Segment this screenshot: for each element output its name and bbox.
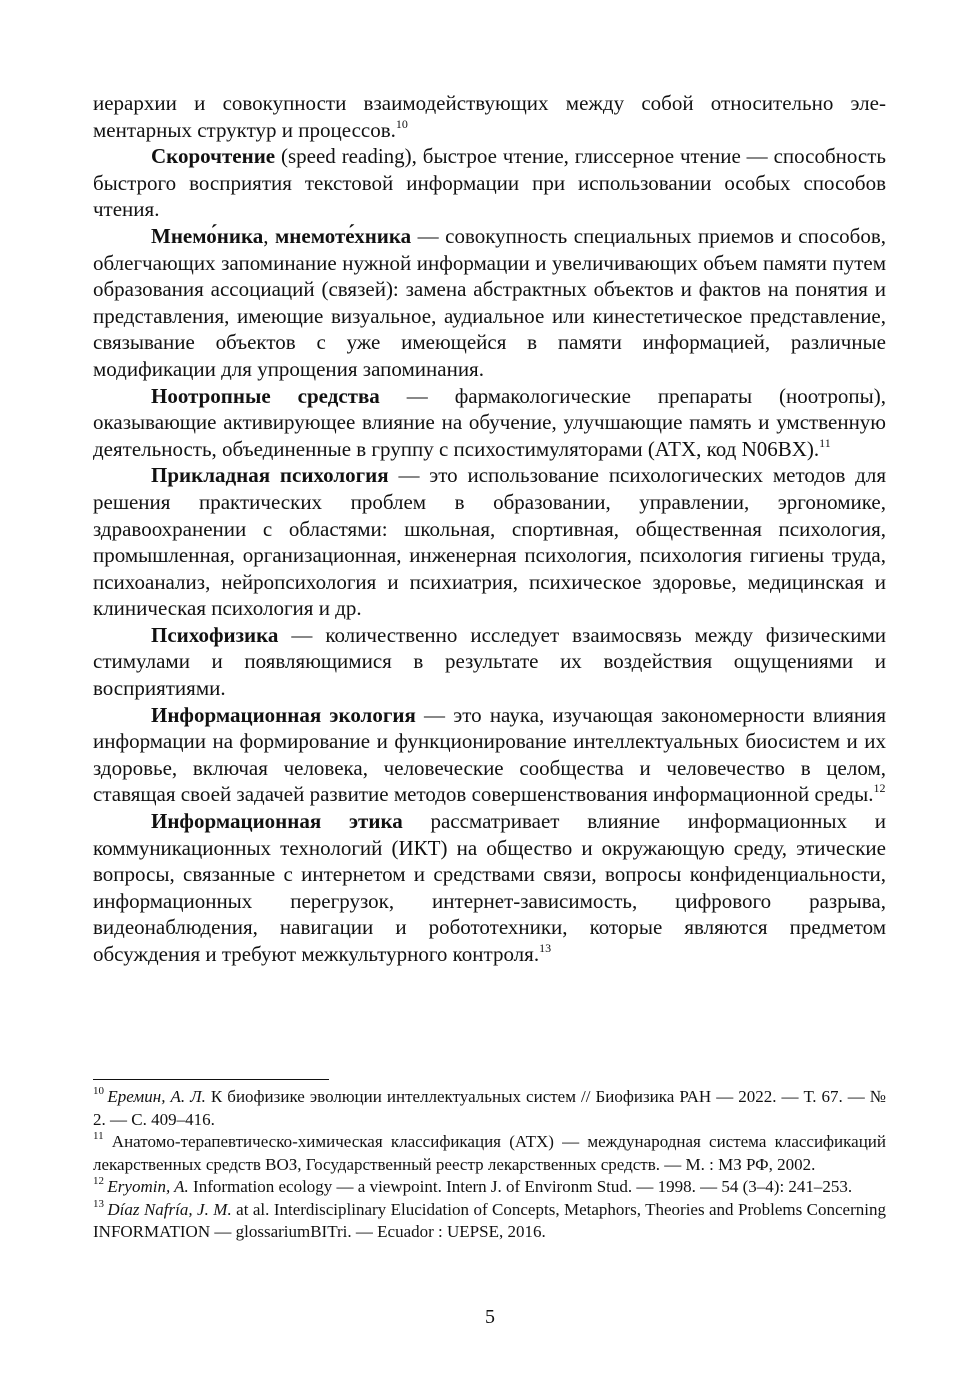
footnote-ref-10[interactable]: 10: [395, 116, 408, 131]
footnote-12: [93, 1176, 886, 1199]
footnote-author: Еремин, А. Л.: [107, 1087, 206, 1106]
paragraph-mnemonics: [93, 223, 886, 383]
term-applied-psychology: Прикладная психология: [151, 463, 389, 488]
paragraph-psychophysics: [93, 622, 886, 702]
paragraph-information-ecology: [93, 702, 886, 808]
footnote-author: Díaz Nafría, J. M.: [107, 1199, 232, 1219]
footnote-13: [93, 1199, 886, 1244]
paragraph-text: (speed reading), быстрое чтение, глиссерное чтение — способность быстрого восприятия текстовой информации при использовании особых способов чтения.: [93, 144, 886, 222]
term-psychophysics: Психофизика: [151, 622, 279, 647]
footnote-number: 13: [93, 1197, 104, 1210]
footnote-text: Information ecology — a viewpoint. Intern J. of Environm Stud. — 1998. — 54 (3–4): 241–253.: [188, 1177, 853, 1196]
paragraph-text: — это использование психологических методов для решения практических проблем в образовании, управлении, эргономике, здравоохранении с областями: школьная, спортивная, общественная психология, промышленная, организационная, инженерная психология, психология гигиены труда, психоанализ, нейропсихология и психиатрия, психическое здоровье, медицинская и клиническая психология и др.: [93, 463, 886, 621]
footnote-text: at al. Interdisciplinary Elucidation of Concepts, Metaphors, Theories and Problems Concerning INFORMATION — glossariumBITri. — Ecuador : UEPSE, 2016.: [93, 1199, 886, 1241]
term-separator: ,: [263, 223, 275, 248]
page-number: 5: [485, 1306, 495, 1328]
paragraph-text: — фармакологические препараты (ноотропы), оказывающие активирующее влияние на обучение, улучшающие память и умственную деятельность, объединенные в группу с психостимуляторами (АТХ, код N06BX).: [93, 383, 886, 461]
footnote-11: [93, 1131, 886, 1176]
paragraph-nootropics: [93, 383, 886, 463]
paragraph-speed-reading: [93, 143, 886, 223]
term-mnemonics: Мнемо́ника: [151, 223, 264, 248]
term-speed-reading: Скорочтение: [151, 144, 276, 169]
main-text: [93, 90, 886, 968]
footnote-number: 11: [93, 1130, 104, 1143]
paragraph-text: — количественно исследует взаимосвязь между физическими стимулами и появляющимися в результате их воздействия ощущениями и восприятиями.: [93, 622, 886, 701]
footnote-text: Анатомо-терапевтическо-химическая классификация (АТХ) — международная система классификаций лекарственных средств ВОЗ, Государственный реестр лекарственных средств. — М. : МЗ РФ, 2002.: [93, 1132, 886, 1174]
paragraph-continuation: [93, 90, 886, 143]
footnote-ref-12[interactable]: 12: [873, 781, 886, 796]
footnote-text: К биофизике эволюции интеллектуальных систем // Биофизика РАН — 2022. — Т. 67. — № 2. — С. 409–416.: [93, 1087, 887, 1129]
paragraph-text: — совокупность специальных приемов и способов, облегчающих запоминание нужной информации и увеличивающих объем памяти путем образования ассоциаций (связей): замена абстрактных объектов и фактов на понятия и представления, имеющие визуальное, аудиальное или кинестетическое представление, связывание объектов с уже имеющейся в памяти информацией, различные модификации для упрощения запоминания.: [93, 223, 886, 381]
footnote-separator: [93, 1079, 329, 1080]
footnote-ref-13[interactable]: 13: [539, 941, 552, 955]
footnote-10: [93, 1086, 886, 1131]
paragraph-information-ethics: [93, 808, 886, 968]
paragraph-text: иерархии и совокупности взаимодействующих между собой относительно элементарных структур и процессов.: [93, 91, 886, 142]
footnotes: [93, 1086, 886, 1244]
term-information-ethics: Информационная этика: [151, 809, 403, 834]
footnote-number: 10: [93, 1085, 104, 1098]
paragraph-applied-psychology: [93, 462, 886, 622]
footnote-number: 12: [93, 1175, 104, 1188]
footnote-ref-11[interactable]: 11: [819, 435, 831, 450]
paragraph-text: — это наука, изучающая закономерности влияния информации на формирование и функционирование интеллектуальных биосистем и их здоровье, включая человека, человеческие сообщества и человечество в целом, ставящая своей задачей развитие методов совершенствования информационной среды.: [93, 702, 886, 807]
footnote-author: Eryomin, A.: [107, 1177, 189, 1196]
term-information-ecology: Информационная экология: [151, 702, 416, 727]
term-mnemotechnics: мнемоте́хника: [275, 223, 412, 248]
paragraph-text: рассматривает влияние информационных и коммуникационных технологий (ИКТ) на общество и окружающую среду, этические вопросы, связанные с интернетом и средствами связи, вопросы конфиденциальности, информационных перегрузок, интернет-зависимость, цифрового разрыва, видеонаблюдения, навигации и робототехники, которые являются предметом обсуждения и требуют межкультурного контроля.: [93, 809, 886, 966]
page-body: [93, 90, 886, 968]
term-nootropics: Ноотропные средства: [151, 383, 380, 408]
